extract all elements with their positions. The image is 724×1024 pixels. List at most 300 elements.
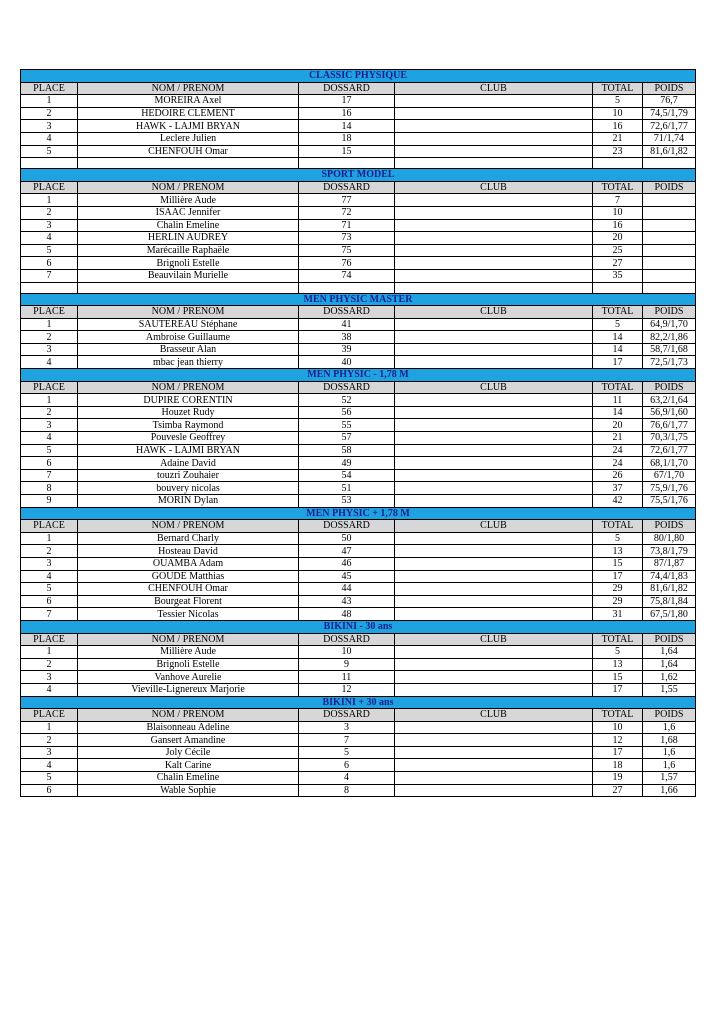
table-row <box>21 269 696 282</box>
cell-place: 6 <box>21 457 78 470</box>
cell-name: Leclere Julien <box>78 132 299 145</box>
cell-poids <box>643 244 696 257</box>
cell-club <box>395 721 593 734</box>
cell-dossard: 40 <box>299 356 395 369</box>
cell-total: 17 <box>593 746 643 759</box>
column-header-row <box>21 709 696 722</box>
cell-name: Marécaille Raphaële <box>78 244 299 257</box>
cell-total: 17 <box>593 683 643 696</box>
cell-place: 1 <box>21 394 78 407</box>
section-title-row <box>21 369 696 382</box>
cell-place: 4 <box>21 132 78 145</box>
table-row <box>21 343 696 356</box>
column-header-place: PLACE <box>21 381 78 394</box>
table-row <box>21 356 696 369</box>
table-row <box>21 244 696 257</box>
cell-poids: 68,1/1,70 <box>643 457 696 470</box>
spacer-row <box>21 282 696 293</box>
cell-poids: 74,4/1,83 <box>643 570 696 583</box>
cell-total: 7 <box>593 194 643 207</box>
column-header-name: NOM / PRENOM <box>78 306 299 319</box>
cell-name: Ambroise Guillaume <box>78 331 299 344</box>
cell-place: 1 <box>21 646 78 659</box>
cell-name: Vanhove Aurelie <box>78 671 299 684</box>
section-title: SPORT MODEL <box>21 169 696 182</box>
cell-name: Bourgeat Florent <box>78 595 299 608</box>
cell-name: Pouvesle Geoffrey <box>78 432 299 445</box>
cell-club <box>395 419 593 432</box>
column-header-name: NOM / PRENOM <box>78 181 299 194</box>
column-header-poids: POIDS <box>643 181 696 194</box>
section-title-row <box>21 507 696 520</box>
column-header-total: TOTAL <box>593 181 643 194</box>
column-header-total: TOTAL <box>593 709 643 722</box>
table-row <box>21 759 696 772</box>
cell-poids: 87/1,87 <box>643 557 696 570</box>
cell-poids: 74,5/1,79 <box>643 107 696 120</box>
table-row <box>21 132 696 145</box>
column-header-place: PLACE <box>21 306 78 319</box>
cell-club <box>395 495 593 508</box>
cell-club <box>395 683 593 696</box>
cell-club <box>395 257 593 270</box>
table-row <box>21 784 696 797</box>
cell-poids <box>643 194 696 207</box>
cell-dossard: 57 <box>299 432 395 445</box>
spacer-cell <box>299 158 395 169</box>
column-header-club: CLUB <box>395 709 593 722</box>
cell-total: 11 <box>593 394 643 407</box>
cell-dossard: 58 <box>299 444 395 457</box>
cell-club <box>395 331 593 344</box>
column-header-place: PLACE <box>21 520 78 533</box>
table-row <box>21 545 696 558</box>
table-row <box>21 107 696 120</box>
cell-place: 7 <box>21 469 78 482</box>
cell-total: 37 <box>593 482 643 495</box>
cell-poids: 1,68 <box>643 734 696 747</box>
cell-club <box>395 583 593 596</box>
cell-name: HAWK - LAJMI BRYAN <box>78 120 299 133</box>
table-row <box>21 734 696 747</box>
spacer-cell <box>21 158 78 169</box>
cell-total: 24 <box>593 444 643 457</box>
cell-name: Hosteau David <box>78 545 299 558</box>
column-header-place: PLACE <box>21 633 78 646</box>
cell-name: Kalt Carine <box>78 759 299 772</box>
section-title: MEN PHYSIC MASTER <box>21 293 696 306</box>
column-header-dossard: DOSSARD <box>299 82 395 95</box>
table-row <box>21 570 696 583</box>
cell-name: Bernard Charly <box>78 532 299 545</box>
cell-total: 42 <box>593 495 643 508</box>
cell-name: SAUTEREAU Stéphane <box>78 318 299 331</box>
column-header-club: CLUB <box>395 381 593 394</box>
table-row <box>21 495 696 508</box>
cell-dossard: 76 <box>299 257 395 270</box>
cell-total: 10 <box>593 107 643 120</box>
cell-club <box>395 244 593 257</box>
cell-dossard: 6 <box>299 759 395 772</box>
cell-place: 5 <box>21 772 78 785</box>
column-header-name: NOM / PRENOM <box>78 520 299 533</box>
cell-total: 29 <box>593 595 643 608</box>
cell-poids: 1,66 <box>643 784 696 797</box>
cell-dossard: 43 <box>299 595 395 608</box>
cell-total: 10 <box>593 206 643 219</box>
cell-dossard: 50 <box>299 532 395 545</box>
cell-place: 3 <box>21 419 78 432</box>
cell-name: Millière Aude <box>78 194 299 207</box>
cell-name: HAWK - LAJMI BRYAN <box>78 444 299 457</box>
column-header-poids: POIDS <box>643 633 696 646</box>
cell-total: 18 <box>593 759 643 772</box>
column-header-dossard: DOSSARD <box>299 381 395 394</box>
table-row <box>21 206 696 219</box>
cell-total: 29 <box>593 583 643 596</box>
cell-name: Tsimba Raymond <box>78 419 299 432</box>
cell-dossard: 8 <box>299 784 395 797</box>
cell-place: 7 <box>21 608 78 621</box>
cell-total: 20 <box>593 419 643 432</box>
section-title-row <box>21 696 696 709</box>
cell-club <box>395 595 593 608</box>
cell-place: 5 <box>21 244 78 257</box>
cell-dossard: 48 <box>299 608 395 621</box>
cell-poids: 1,55 <box>643 683 696 696</box>
spacer-cell <box>643 158 696 169</box>
cell-place: 5 <box>21 444 78 457</box>
table-row <box>21 419 696 432</box>
cell-place: 2 <box>21 206 78 219</box>
cell-place: 3 <box>21 746 78 759</box>
cell-club <box>395 145 593 158</box>
cell-poids: 1,62 <box>643 671 696 684</box>
column-header-place: PLACE <box>21 709 78 722</box>
spacer-cell <box>395 282 593 293</box>
cell-name: Houzet Rudy <box>78 406 299 419</box>
cell-dossard: 44 <box>299 583 395 596</box>
cell-club <box>395 132 593 145</box>
cell-poids: 72,5/1,73 <box>643 356 696 369</box>
cell-name: bouvery nicolas <box>78 482 299 495</box>
cell-place: 4 <box>21 759 78 772</box>
cell-total: 13 <box>593 658 643 671</box>
cell-name: CHENFOUH Omar <box>78 583 299 596</box>
cell-name: HEDOIRE CLEMENT <box>78 107 299 120</box>
cell-dossard: 56 <box>299 406 395 419</box>
cell-club <box>395 95 593 108</box>
cell-club <box>395 432 593 445</box>
cell-total: 5 <box>593 95 643 108</box>
cell-dossard: 15 <box>299 145 395 158</box>
cell-name: CHENFOUH Omar <box>78 145 299 158</box>
cell-club <box>395 532 593 545</box>
cell-place: 2 <box>21 734 78 747</box>
cell-place: 6 <box>21 595 78 608</box>
cell-dossard: 47 <box>299 545 395 558</box>
column-header-dossard: DOSSARD <box>299 520 395 533</box>
cell-club <box>395 482 593 495</box>
cell-club <box>395 120 593 133</box>
cell-total: 19 <box>593 772 643 785</box>
cell-total: 15 <box>593 671 643 684</box>
cell-total: 5 <box>593 318 643 331</box>
cell-place: 4 <box>21 356 78 369</box>
cell-total: 23 <box>593 145 643 158</box>
column-header-row <box>21 82 696 95</box>
cell-dossard: 46 <box>299 557 395 570</box>
table-row <box>21 646 696 659</box>
cell-place: 4 <box>21 570 78 583</box>
cell-name: Blaisonneau Adeline <box>78 721 299 734</box>
cell-place: 1 <box>21 194 78 207</box>
cell-dossard: 45 <box>299 570 395 583</box>
table-row <box>21 469 696 482</box>
cell-poids: 56,9/1,60 <box>643 406 696 419</box>
cell-place: 3 <box>21 120 78 133</box>
cell-place: 2 <box>21 658 78 671</box>
column-header-row <box>21 633 696 646</box>
cell-club <box>395 318 593 331</box>
column-header-place: PLACE <box>21 82 78 95</box>
cell-poids: 73,8/1,79 <box>643 545 696 558</box>
column-header-row <box>21 181 696 194</box>
column-header-club: CLUB <box>395 520 593 533</box>
cell-dossard: 14 <box>299 120 395 133</box>
column-header-poids: POIDS <box>643 306 696 319</box>
cell-place: 4 <box>21 432 78 445</box>
cell-dossard: 41 <box>299 318 395 331</box>
cell-total: 13 <box>593 545 643 558</box>
section-title: MEN PHYSIC - 1,78 M <box>21 369 696 382</box>
cell-dossard: 53 <box>299 495 395 508</box>
spacer-cell <box>395 158 593 169</box>
cell-place: 3 <box>21 557 78 570</box>
column-header-row <box>21 381 696 394</box>
table-row <box>21 219 696 232</box>
cell-poids: 75,5/1,76 <box>643 495 696 508</box>
results-table-body <box>21 70 696 797</box>
column-header-poids: POIDS <box>643 381 696 394</box>
cell-dossard: 7 <box>299 734 395 747</box>
cell-total: 21 <box>593 432 643 445</box>
cell-name: ISAAC Jennifer <box>78 206 299 219</box>
table-row <box>21 482 696 495</box>
cell-poids <box>643 219 696 232</box>
cell-place: 1 <box>21 318 78 331</box>
cell-club <box>395 394 593 407</box>
cell-poids: 1,6 <box>643 759 696 772</box>
cell-place: 9 <box>21 495 78 508</box>
cell-dossard: 11 <box>299 671 395 684</box>
cell-dossard: 74 <box>299 269 395 282</box>
cell-total: 16 <box>593 120 643 133</box>
cell-name: GOUDE Matthias <box>78 570 299 583</box>
cell-total: 14 <box>593 331 643 344</box>
cell-poids: 82,2/1,86 <box>643 331 696 344</box>
cell-name: Brignoli Estelle <box>78 257 299 270</box>
cell-dossard: 10 <box>299 646 395 659</box>
section-title-row <box>21 293 696 306</box>
cell-poids: 75,9/1,76 <box>643 482 696 495</box>
cell-poids: 1,64 <box>643 658 696 671</box>
cell-poids <box>643 206 696 219</box>
cell-dossard: 52 <box>299 394 395 407</box>
spacer-cell <box>299 282 395 293</box>
cell-total: 14 <box>593 406 643 419</box>
table-row <box>21 444 696 457</box>
cell-club <box>395 356 593 369</box>
table-row <box>21 721 696 734</box>
column-header-name: NOM / PRENOM <box>78 633 299 646</box>
cell-name: Joly Cécile <box>78 746 299 759</box>
table-row <box>21 595 696 608</box>
cell-dossard: 4 <box>299 772 395 785</box>
cell-place: 3 <box>21 219 78 232</box>
cell-poids: 71/1,74 <box>643 132 696 145</box>
cell-name: Brasseur Alan <box>78 343 299 356</box>
cell-club <box>395 570 593 583</box>
column-header-club: CLUB <box>395 633 593 646</box>
cell-club <box>395 608 593 621</box>
cell-total: 35 <box>593 269 643 282</box>
cell-total: 20 <box>593 232 643 245</box>
cell-name: Vieville-Lignereux Marjorie <box>78 683 299 696</box>
cell-dossard: 72 <box>299 206 395 219</box>
cell-club <box>395 469 593 482</box>
cell-total: 27 <box>593 784 643 797</box>
cell-poids: 64,9/1,70 <box>643 318 696 331</box>
spacer-cell <box>21 282 78 293</box>
cell-poids: 80/1,80 <box>643 532 696 545</box>
cell-name: Tessier Nicolas <box>78 608 299 621</box>
cell-club <box>395 232 593 245</box>
spacer-cell <box>593 158 643 169</box>
column-header-total: TOTAL <box>593 306 643 319</box>
column-header-dossard: DOSSARD <box>299 709 395 722</box>
cell-dossard: 5 <box>299 746 395 759</box>
cell-name: Beauvilain Murielle <box>78 269 299 282</box>
column-header-name: NOM / PRENOM <box>78 709 299 722</box>
table-row <box>21 257 696 270</box>
column-header-club: CLUB <box>395 306 593 319</box>
cell-place: 4 <box>21 683 78 696</box>
table-row <box>21 671 696 684</box>
cell-total: 17 <box>593 356 643 369</box>
cell-total: 10 <box>593 721 643 734</box>
cell-name: MOREIRA Axel <box>78 95 299 108</box>
cell-dossard: 39 <box>299 343 395 356</box>
column-header-total: TOTAL <box>593 520 643 533</box>
cell-place: 5 <box>21 145 78 158</box>
cell-place: 1 <box>21 721 78 734</box>
column-header-total: TOTAL <box>593 633 643 646</box>
column-header-club: CLUB <box>395 82 593 95</box>
cell-total: 5 <box>593 532 643 545</box>
cell-club <box>395 343 593 356</box>
cell-total: 27 <box>593 257 643 270</box>
cell-club <box>395 784 593 797</box>
cell-place: 8 <box>21 482 78 495</box>
cell-total: 24 <box>593 457 643 470</box>
cell-total: 26 <box>593 469 643 482</box>
table-row <box>21 557 696 570</box>
cell-poids: 67/1,70 <box>643 469 696 482</box>
section-title: BIKINI + 30 ans <box>21 696 696 709</box>
cell-place: 2 <box>21 545 78 558</box>
cell-total: 17 <box>593 570 643 583</box>
cell-place: 4 <box>21 232 78 245</box>
column-header-poids: POIDS <box>643 709 696 722</box>
cell-poids: 58,7/1,68 <box>643 343 696 356</box>
table-row <box>21 432 696 445</box>
table-row <box>21 318 696 331</box>
cell-place: 3 <box>21 671 78 684</box>
cell-name: Chalin Emeline <box>78 772 299 785</box>
cell-poids: 70,3/1,75 <box>643 432 696 445</box>
table-row <box>21 683 696 696</box>
column-header-poids: POIDS <box>643 82 696 95</box>
cell-place: 7 <box>21 269 78 282</box>
table-row <box>21 608 696 621</box>
cell-poids <box>643 232 696 245</box>
column-header-total: TOTAL <box>593 82 643 95</box>
column-header-dossard: DOSSARD <box>299 306 395 319</box>
cell-poids: 1,6 <box>643 746 696 759</box>
column-header-row <box>21 306 696 319</box>
table-row <box>21 532 696 545</box>
cell-poids: 67,5/1,80 <box>643 608 696 621</box>
cell-name: Brignoli Estelle <box>78 658 299 671</box>
cell-dossard: 17 <box>299 95 395 108</box>
cell-name: DUPIRE CORENTIN <box>78 394 299 407</box>
table-row <box>21 145 696 158</box>
cell-dossard: 12 <box>299 683 395 696</box>
table-row <box>21 746 696 759</box>
spacer-cell <box>593 282 643 293</box>
section-title: BIKINI - 30 ans <box>21 620 696 633</box>
spacer-cell <box>78 158 299 169</box>
cell-poids: 1,57 <box>643 772 696 785</box>
table-row <box>21 331 696 344</box>
section-title-row <box>21 620 696 633</box>
cell-place: 5 <box>21 583 78 596</box>
spacer-cell <box>78 282 299 293</box>
cell-place: 1 <box>21 95 78 108</box>
column-header-poids: POIDS <box>643 520 696 533</box>
cell-name: MORIN Dylan <box>78 495 299 508</box>
cell-total: 14 <box>593 343 643 356</box>
table-row <box>21 583 696 596</box>
cell-poids: 72,6/1,77 <box>643 120 696 133</box>
cell-total: 12 <box>593 734 643 747</box>
cell-club <box>395 557 593 570</box>
cell-club <box>395 646 593 659</box>
cell-dossard: 18 <box>299 132 395 145</box>
cell-poids: 63,2/1,64 <box>643 394 696 407</box>
cell-poids: 76,6/1,77 <box>643 419 696 432</box>
column-header-name: NOM / PRENOM <box>78 381 299 394</box>
table-row <box>21 120 696 133</box>
cell-dossard: 49 <box>299 457 395 470</box>
cell-name: Millière Aude <box>78 646 299 659</box>
cell-name: HERLIN AUDREY <box>78 232 299 245</box>
cell-name: OUAMBA Adam <box>78 557 299 570</box>
cell-club <box>395 406 593 419</box>
cell-place: 1 <box>21 532 78 545</box>
cell-dossard: 73 <box>299 232 395 245</box>
